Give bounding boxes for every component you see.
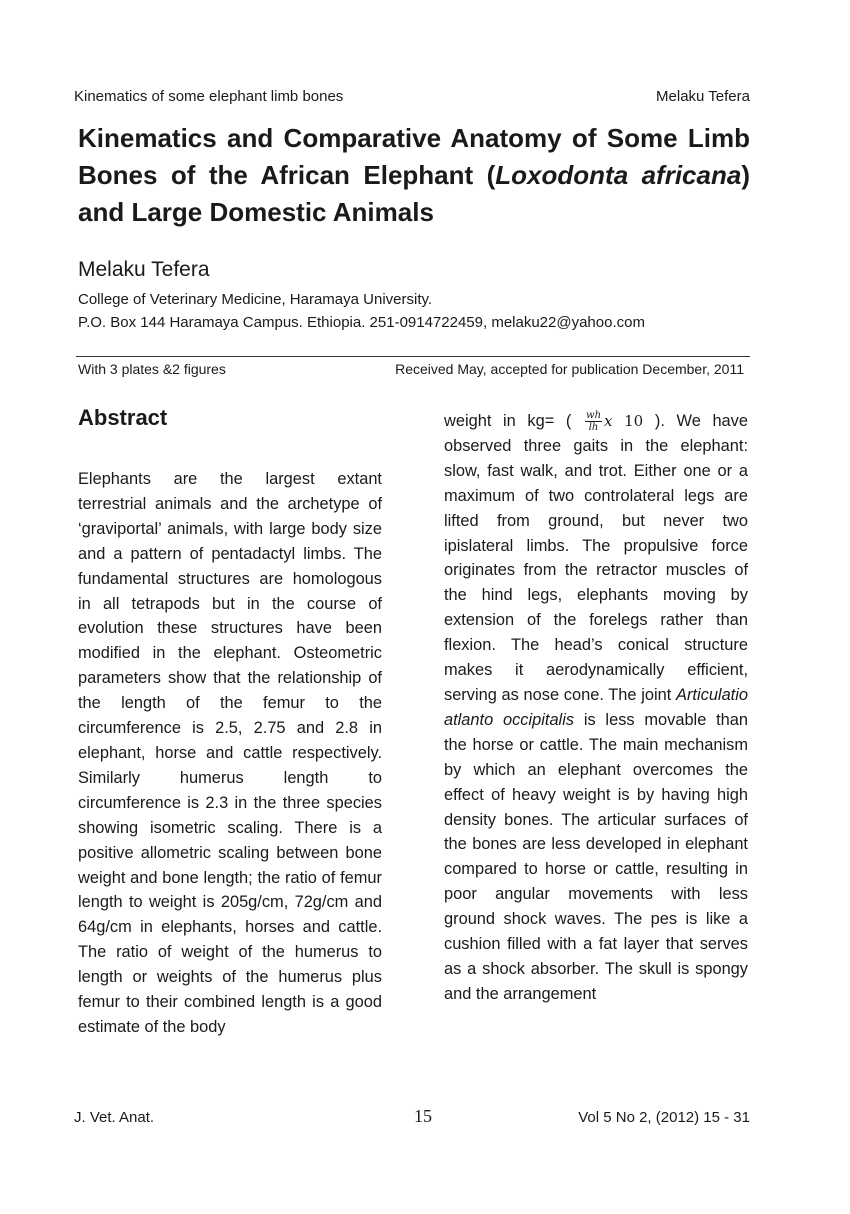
right-text-2: is less movable than the horse or cattle. The main mechanism by which an elephant overcomes the effect of heavy weight is by having high density bones. The articular surfaces of the bones are less developed in elephant compared to horse or cattle, resulting in poor angular movements with less ground shock waves. The pes is like a cushion filled with a fat layer that serves as a shock absorber. The skull is spongy and the arrangement bbox=[444, 710, 748, 1003]
affiliation-line-2: P.O. Box 144 Haramaya Campus. Ethiopia. 251-0914722459, melaku22@yahoo.com bbox=[78, 314, 645, 331]
affiliation-line-1: College of Veterinary Medicine, Haramaya University. bbox=[78, 291, 433, 308]
abstract-right-column bbox=[444, 409, 748, 1007]
paper-title bbox=[78, 120, 750, 231]
title-part-2: ) and Large Domestic Animals bbox=[78, 160, 750, 227]
footer-volume: Vol 5 No 2, (2012) 15 - 31 bbox=[578, 1109, 750, 1126]
abstract-heading: Abstract bbox=[78, 405, 168, 430]
author-name: Melaku Tefera bbox=[78, 258, 210, 281]
running-header-left: Kinematics of some elephant limb bones bbox=[74, 88, 344, 105]
right-text-1: ). We have observed three gaits in the elephant: slow, fast walk, and trot. Either one or a maximum of two controlateral legs are lifted from ground, but never two ipislateral limbs. The propulsive force originates from the retractor muscles of the hind legs, elephants moving by extension of the forelegs rather than flexion. The head’s conical structure makes it aerodynamically efficient, serving as nose cone. The joint bbox=[444, 412, 748, 704]
title-species: Loxodonta africana bbox=[495, 160, 742, 190]
abstract-left-column: Elephants are the largest extant terrestrial animals and the archetype of ‘graviportal’ animals, with large body size and a pattern of pentadactyl limbs. The fundamental structures are homologous in all tetrapods but in the course of evolution these structures have been modified in the elephant. Osteometric parameters show that the relationship of the length of the femur to the circumference is 2.5, 2.75 and 2.8 in elephant, horse and cattle respectively. Similarly humerus length to circumference is 2.3 in the three species showing isometric scaling. There is a positive allometric scaling between bone weight and bone length; the ratio of femur length to weight is 205g/cm, 72g/cm and 64g/cm in elephants, horses and cattle. The ratio of weight of the humerus to length or weights of the humerus plus femur to their combined length is a good estimate of the body bbox=[78, 470, 382, 1036]
affiliation bbox=[78, 288, 645, 334]
fraction-numerator: wh bbox=[586, 410, 602, 422]
title-part-1: Kinematics and Comparative Anatomy of Some Limb Bones of the African Elephant ( bbox=[78, 123, 750, 190]
footer-page-number: 15 bbox=[414, 1106, 432, 1126]
body-weight-fraction bbox=[585, 410, 602, 433]
plates-figures-note: With 3 plates &2 figures bbox=[78, 361, 226, 377]
formula-factor: 10 bbox=[624, 412, 644, 430]
footer-journal: J. Vet. Anat. bbox=[74, 1109, 155, 1126]
formula-intro: weight in kg= ( bbox=[444, 412, 572, 430]
publication-dates: Received May, accepted for publication December, 2011 bbox=[395, 361, 744, 377]
running-header-right: Melaku Tefera bbox=[656, 88, 750, 105]
fraction-denominator: lh bbox=[588, 422, 599, 434]
formula-times: x bbox=[604, 412, 613, 430]
joint-name: Articulatio atlanto occipitalis bbox=[444, 685, 748, 729]
header-divider bbox=[76, 356, 750, 357]
